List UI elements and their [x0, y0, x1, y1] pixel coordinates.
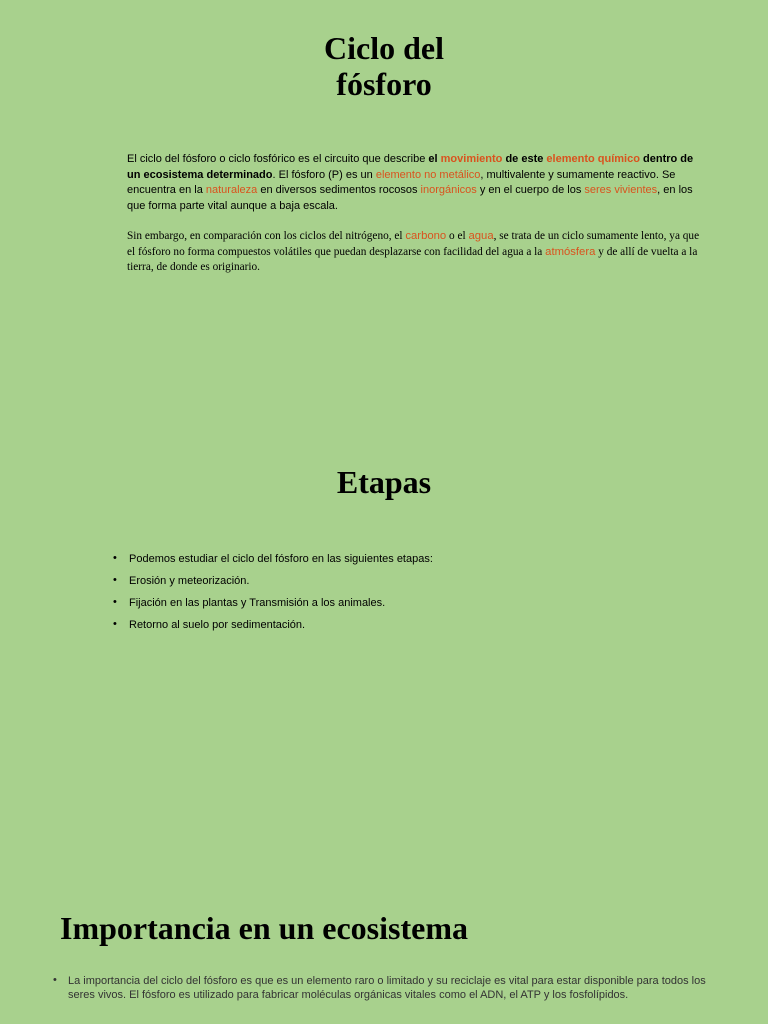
slide-title-importancia: Importancia en un ecosistema: [60, 910, 468, 946]
text-run-bold: de este: [502, 153, 547, 165]
link-seres-vivientes[interactable]: seres vivientes: [584, 184, 658, 196]
link-carbono[interactable]: carbono: [405, 230, 447, 242]
text-run: El ciclo del fósforo o ciclo fosfórico es el circuito que describe: [127, 153, 429, 165]
text-run: , se trata de un ciclo sumamente lento, ya que el fósforo no forma compuestos volátiles que puedan desplazarse con facilidad del agua a la: [127, 230, 700, 258]
title-line-2: fósforo: [336, 66, 432, 102]
slide-title-ciclo-del-fosforo: [0, 30, 768, 102]
link-atmosfera[interactable]: atmósfera: [545, 245, 596, 258]
title-line-1: Ciclo del: [324, 30, 444, 66]
importancia-bullet-text: • La importancia del ciclo del fósforo es que es un elemento raro o limitado y su reciclaje es vital para estar disponible para todos los seres vivos. El fósforo es utilizado para fabricar moléculas orgánicas vitales como el ADN, el ATP y los fosfolípidos.: [53, 975, 708, 1002]
text-run: Sin embargo, en comparación con los ciclos del nitrógeno, el: [127, 230, 406, 242]
intro-paragraph-1: [127, 152, 707, 214]
link-movimiento[interactable]: movimiento: [440, 153, 503, 165]
text-run: y en el cuerpo de los: [476, 184, 585, 196]
text-run: . El fósforo (P) es un: [272, 168, 376, 181]
etapas-bullet-list: [113, 550, 433, 638]
intro-paragraph-2: [127, 229, 707, 276]
text-run: y de allí de vuelta a la tierra, de donde es originario.: [127, 245, 698, 273]
slide-title-etapas: Etapas: [336, 464, 432, 500]
list-item: • Fijación en las plantas y Transmisión a los animales.: [113, 594, 433, 616]
text-run: , multivalente y sumamente reactivo. Se encuentra en la: [127, 168, 676, 196]
link-agua[interactable]: agua: [468, 230, 494, 242]
text-run: o el: [446, 230, 469, 242]
link-naturaleza[interactable]: naturaleza: [205, 184, 258, 196]
intro-text-block: [127, 152, 707, 276]
text-run: , en los que forma parte vital aunque a baja escala.: [127, 184, 693, 212]
text-run-bold: dentro de un ecosistema determinado: [127, 153, 694, 181]
link-elemento-no-metalico[interactable]: elemento no metálico: [375, 168, 481, 181]
list-item: • Erosión y meteorización.: [113, 572, 433, 594]
link-elemento-quimico[interactable]: elemento químico: [546, 153, 640, 165]
link-inorganicos[interactable]: inorgánicos: [420, 184, 477, 196]
text-run: en diversos sedimentos rocosos: [257, 184, 421, 196]
text-run-bold: el: [428, 153, 441, 165]
list-item: • Podemos estudiar el ciclo del fósforo en las siguientes etapas:: [113, 550, 433, 572]
list-item: • Retorno al suelo por sedimentación.: [113, 616, 433, 638]
